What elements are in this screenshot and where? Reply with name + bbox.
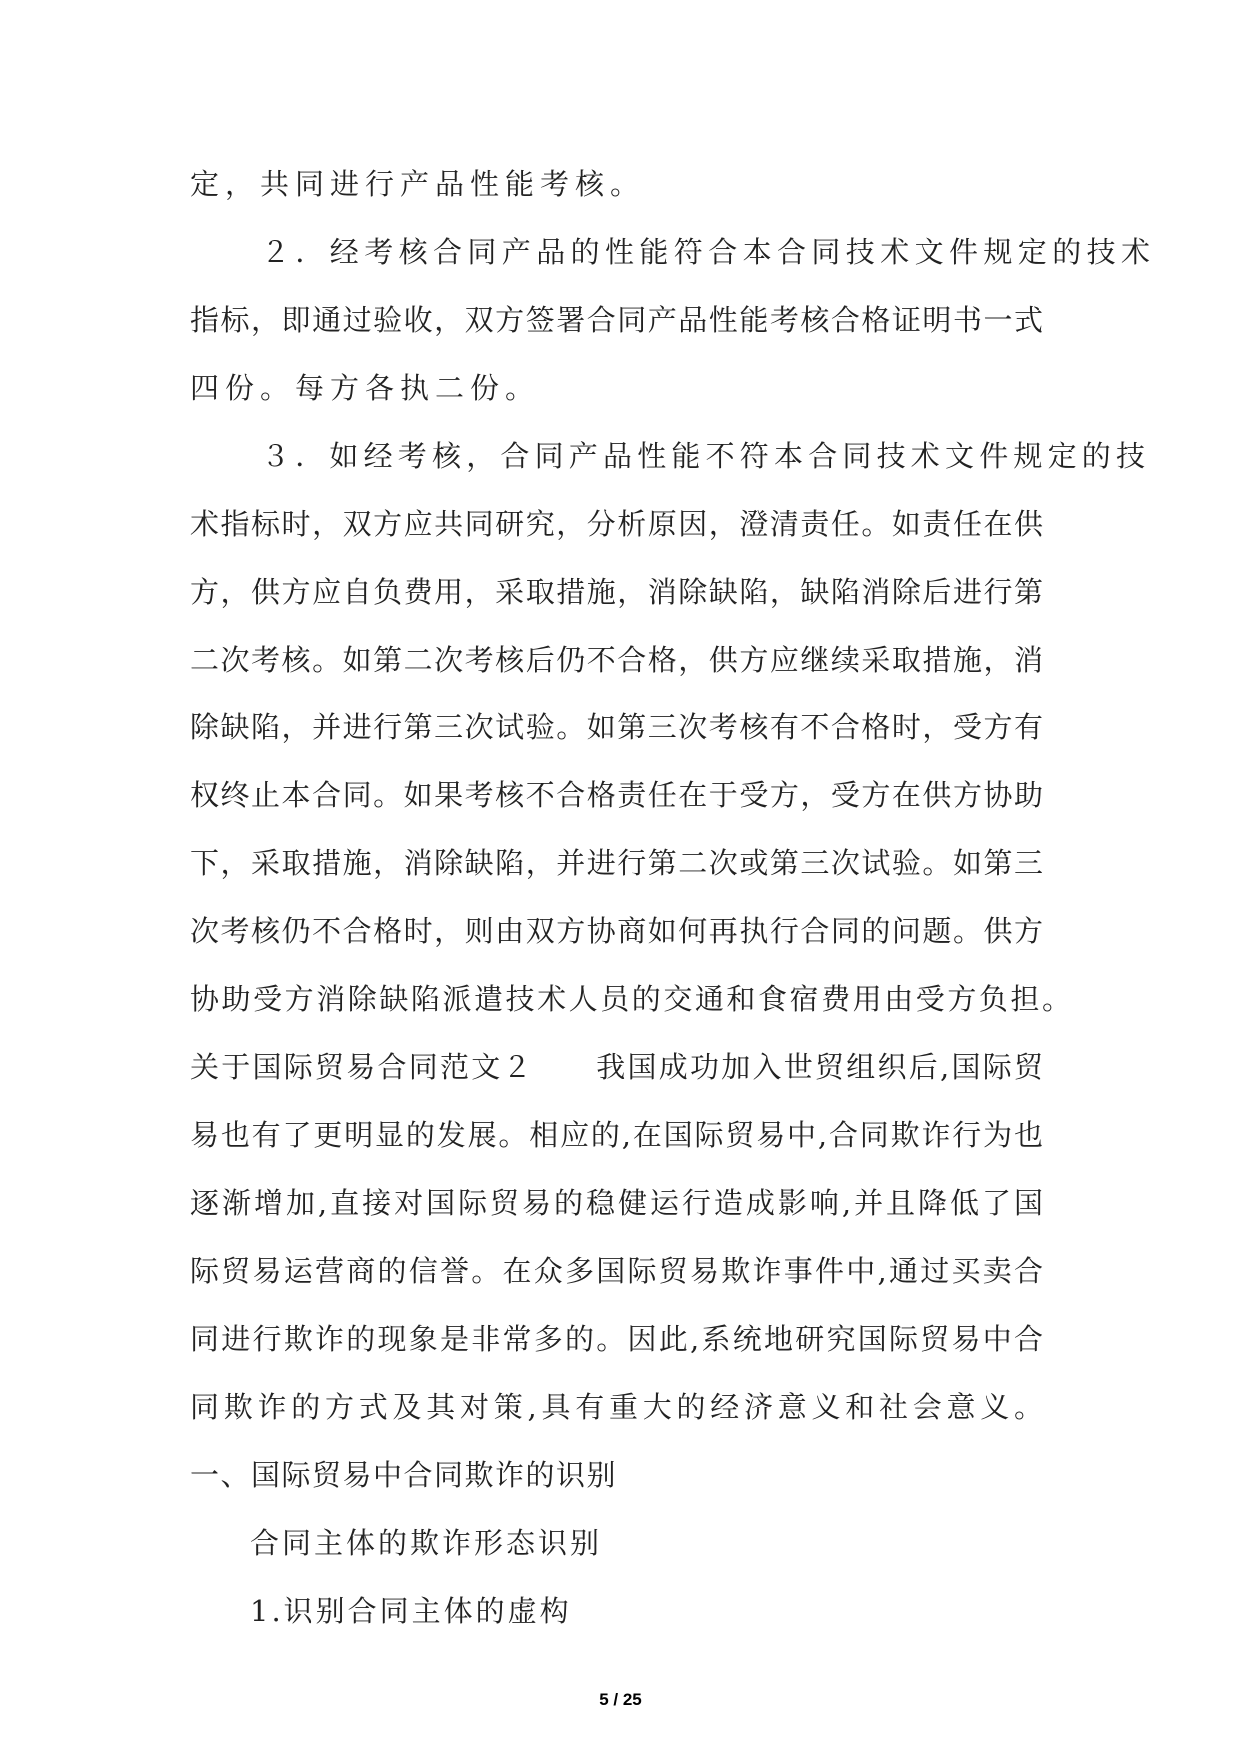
paragraph-line: 术指标时，双方应共同研究，分析原因，澄清责任。如责任在供: [190, 507, 1043, 541]
paragraph-line: 方，供方应自负费用，采取措施，消除缺陷，缺陷消除后进行第: [190, 575, 1043, 609]
paragraph-line: 同进行欺诈的现象是非常多的。因此,系统地研究国际贸易中合: [190, 1322, 1043, 1356]
paragraph-line: 同欺诈的方式及其对策,具有重大的经济意义和社会意义。: [190, 1390, 1043, 1424]
paragraph-line: 协助受方消除缺陷派遣技术人员的交通和食宿费用由受方负担。: [190, 982, 1071, 1016]
paragraph-line: 逐渐增加,直接对国际贸易的稳健运行造成影响,并且降低了国: [190, 1186, 1043, 1220]
list-item: 1.识别合同主体的虚构: [250, 1594, 572, 1628]
paragraph-line: 次考核仍不合格时，则由双方协商如何再执行合同的问题。供方: [190, 914, 1043, 948]
paragraph-line: 易也有了更明显的发展。相应的,在国际贸易中,合同欺诈行为也: [190, 1118, 1043, 1152]
paragraph-line: 权终止本合同。如果考核不合格责任在于受方，受方在供方协助: [190, 778, 1043, 812]
paragraph-line: 关于国际贸易合同范文２ 我国成功加入世贸组织后,国际贸: [190, 1050, 1043, 1084]
paragraph-line: ２．经考核合同产品的性能符合本合同技术文件规定的技术: [261, 235, 1156, 269]
paragraph-line: 四份。每方各执二份。: [190, 371, 541, 405]
page-number: 5 / 25: [599, 1690, 642, 1709]
paragraph-line: ３．如经考核，合同产品性能不符本合同技术文件规定的技: [261, 439, 1151, 473]
paragraph-line: 际贸易运营商的信誉。在众多国际贸易欺诈事件中,通过买卖合: [190, 1254, 1043, 1288]
paragraph-line: 除缺陷，并进行第三次试验。如第三次考核有不合格时，受方有: [190, 710, 1043, 744]
paragraph-line: 指标，即通过验收，双方签署合同产品性能考核合格证明书一式: [190, 303, 1043, 337]
section-heading: 一、国际贸易中合同欺诈的识别: [190, 1458, 618, 1492]
paragraph-line: 定，共同进行产品性能考核。: [190, 167, 646, 201]
paragraph-line: 下，采取措施，消除缺陷，并进行第二次或第三次试验。如第三: [190, 846, 1043, 880]
subsection-heading: 合同主体的欺诈形态识别: [250, 1526, 603, 1560]
paragraph-line: 二次考核。如第二次考核后仍不合格，供方应继续采取措施，消: [190, 643, 1043, 677]
